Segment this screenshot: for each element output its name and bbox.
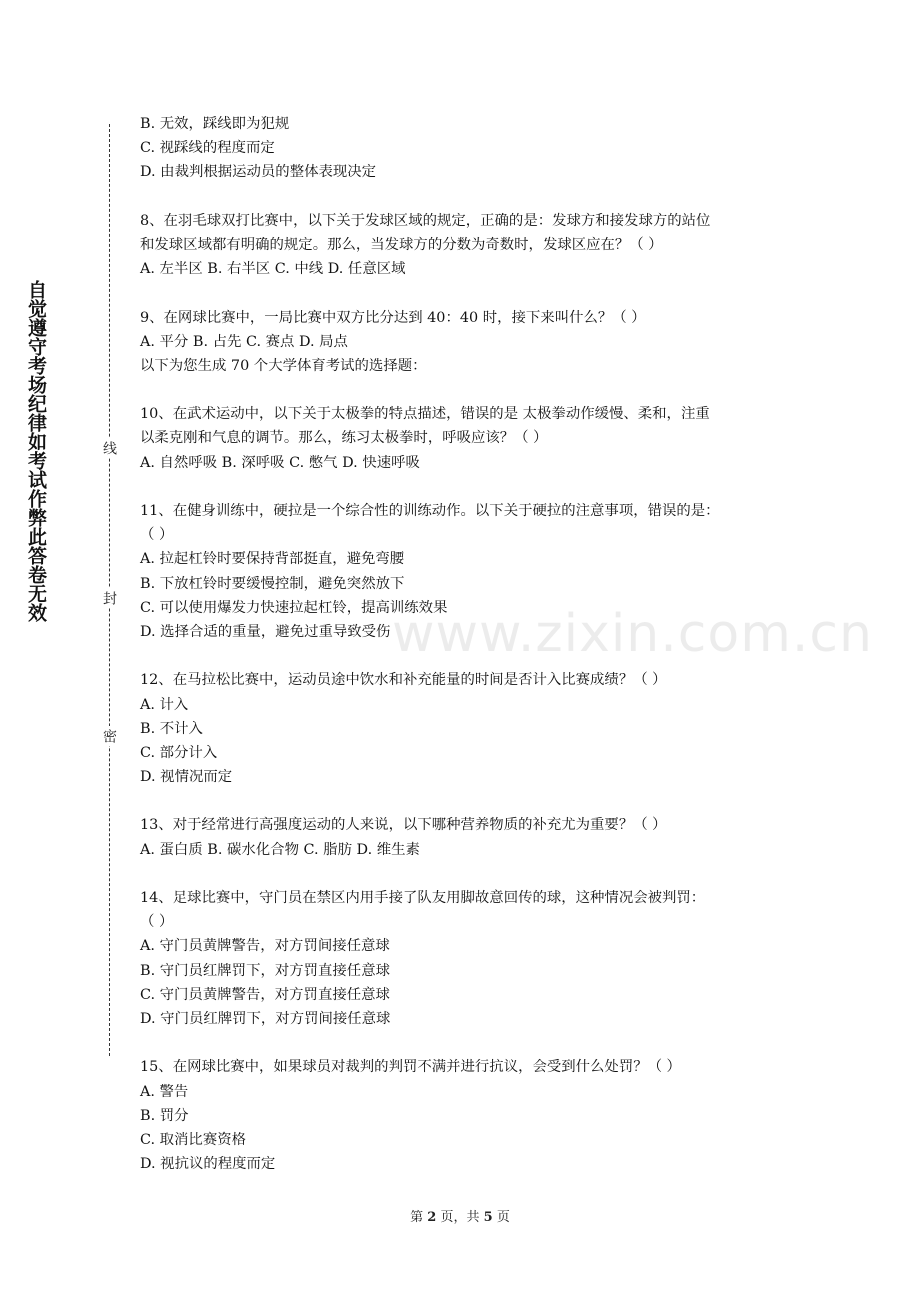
text-line: 以下为您生成 70 个大学体育考试的选择题： [140, 357, 427, 374]
seal-char-mi: 密 [101, 726, 119, 746]
question-content [140, 112, 790, 1176]
footer-mid: 页，共 [440, 1210, 480, 1225]
text-line: B. 守门员红牌罚下，对方罚直接任意球 [140, 962, 390, 979]
text-line: A. 计入 [140, 696, 189, 713]
text-line: （ ） [140, 914, 174, 931]
blank-line [140, 475, 790, 499]
text-line: A. 左半区 B. 右半区 C. 中线 D. 任意区域 [140, 261, 406, 278]
seal-char-feng: 封 [101, 588, 119, 608]
text-line: A. 拉起杠铃时要保持背部挺直，避免弯腰 [140, 551, 405, 568]
text-line: D. 选择合适的重量，避免过重导致受伤 [140, 623, 391, 640]
text-line: 8、在羽毛球双打比赛中，以下关于发球区域的规定，正确的是：发球方和接发球方的站位 [140, 212, 711, 229]
text-line: B. 罚分 [140, 1107, 189, 1124]
page-footer [0, 1206, 920, 1225]
blank-line [140, 281, 790, 305]
blank-line [140, 644, 790, 668]
text-line: B. 不计入 [140, 720, 203, 737]
text-line: 以柔克刚和气息的调节。那么，练习太极拳时，呼吸应该？（ ） [140, 430, 548, 447]
text-line: C. 守门员黄牌警告，对方罚直接任意球 [140, 986, 390, 1003]
text-line: D. 视抗议的程度而定 [140, 1156, 276, 1173]
text-line: 10、在武术运动中，以下关于太极拳的特点描述，错误的是 太极拳动作缓慢、柔和，注重 [140, 406, 710, 423]
text-line: （ ） [140, 527, 174, 544]
text-line: 9、在网球比赛中，一局比赛中双方比分达到 40：40 时，接下来叫什么？（ ） [140, 309, 646, 326]
text-line: C. 部分计入 [140, 744, 218, 761]
text-line: D. 视情况而定 [140, 769, 233, 786]
text-line: C. 视踩线的程度而定 [140, 140, 275, 157]
text-line: 15、在网球比赛中，如果球员对裁判的判罚不满并进行抗议，会受到什么处罚？（ ） [140, 1059, 681, 1076]
text-line: B. 无效，踩线即为犯规 [140, 116, 290, 132]
footer-page-number: 2 [427, 1210, 437, 1225]
seal-char-xian: 线 [101, 438, 119, 458]
blank-line [140, 185, 790, 209]
watermark: www.zixin.com.cn [392, 604, 873, 664]
footer-total-pages: 5 [483, 1210, 493, 1225]
text-line: A. 警告 [140, 1083, 189, 1100]
text-line: C. 可以使用爆发力快速拉起杠铃，提高训练效果 [140, 599, 448, 616]
text-line: 和发球区域都有明确的规定。那么，当发球方的分数为奇数时，发球区应在？（ ） [140, 236, 663, 253]
footer-prefix: 第 [410, 1210, 424, 1225]
exam-discipline-banner: 自觉遵守考场纪律如考试作弊此答卷无效 [25, 280, 47, 622]
text-line: D. 守门员红牌罚下，对方罚间接任意球 [140, 1010, 391, 1027]
text-line: A. 平分 B. 占先 C. 赛点 D. 局点 [140, 333, 348, 350]
text-line: 11、在健身训练中，硬拉是一个综合性的训练动作。以下关于硬拉的注意事项，错误的是： [140, 503, 720, 519]
footer-suffix: 页 [496, 1210, 510, 1225]
text-line: 13、对于经常进行高强度运动的人来说，以下哪种营养物质的补充尤为重要？（ ） [140, 817, 667, 834]
text-line: A. 蛋白质 B. 碳水化合物 C. 脂肪 D. 维生素 [140, 841, 420, 858]
text-line: A. 守门员黄牌警告，对方罚间接任意球 [140, 938, 390, 955]
text-line: C. 取消比赛资格 [140, 1131, 246, 1148]
text-line: B. 下放杠铃时要缓慢控制，避免突然放下 [140, 575, 405, 592]
text-line: 12、在马拉松比赛中，运动员途中饮水和补充能量的时间是否计入比赛成绩？（ ） [140, 672, 667, 689]
blank-line [140, 862, 790, 886]
blank-line [140, 789, 790, 813]
text-line: A. 自然呼吸 B. 深呼吸 C. 憋气 D. 快速呼吸 [140, 454, 420, 471]
blank-line [140, 1031, 790, 1055]
blank-line [140, 378, 790, 402]
text-line: D. 由裁判根据运动员的整体表现决定 [140, 164, 377, 181]
text-line: 14、足球比赛中，守门员在禁区内用手接了队友用脚故意回传的球，这种情况会被判罚： [140, 890, 706, 906]
